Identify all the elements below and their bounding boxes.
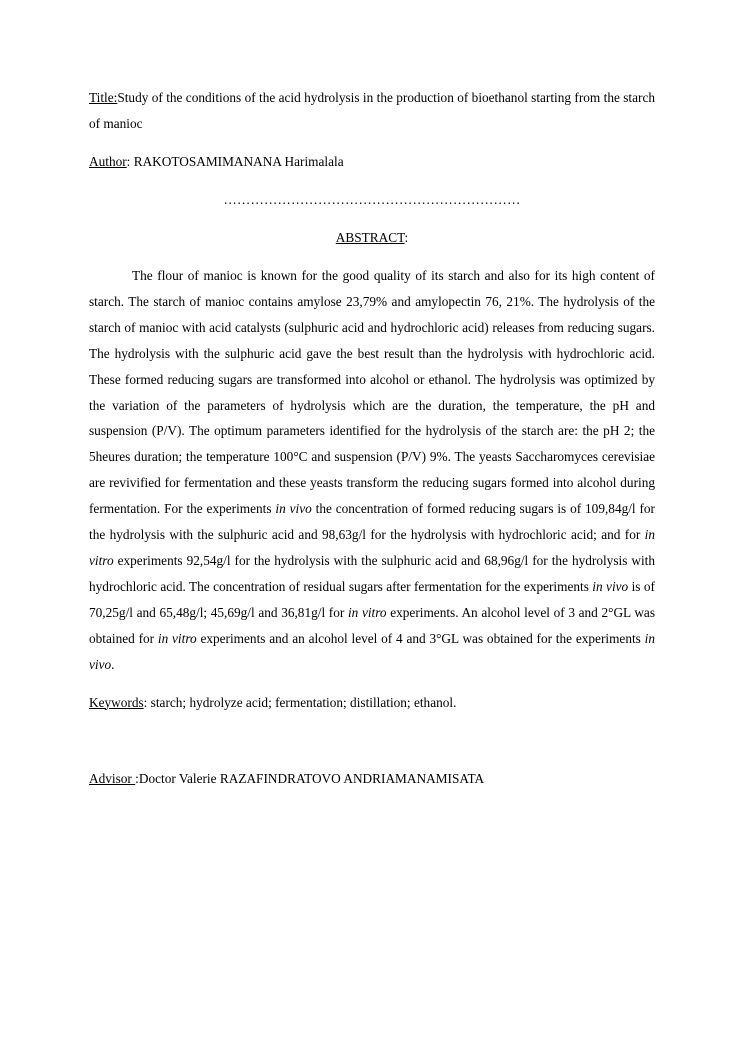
title-text: Study of the conditions of the acid hydrolysis in the production of bioethanol starting from the starch of manioc	[89, 90, 655, 131]
abstract-italic-in-vivo: in vivo	[592, 578, 629, 594]
abstract-italic-in-vitro: in vitro	[157, 630, 197, 646]
abstract-text: the concentration of formed reducing sugars is of 109,84g/l for the hydrolysis with the sulphuric acid and 98,63g/l for the hydrolysis with hydrochloric acid; and for	[89, 501, 655, 543]
advisor-text: :Doctor Valerie RAZAFINDRATOVO ANDRIAMANAMISATA	[135, 770, 485, 786]
advisor-line	[89, 766, 655, 792]
author-name: RAKOTOSAMIMANANA Harimalala	[133, 154, 344, 169]
abstract-heading-label: ABSTRACT	[335, 230, 405, 245]
author-label: Author	[89, 154, 127, 169]
abstract-italic-in-vivo: in vivo	[275, 501, 312, 517]
abstract-text: experiments and an alcohol level of 4 and 3°GL was obtained for the experiments	[196, 630, 645, 646]
author-separator: :	[126, 154, 134, 169]
dotted-separator: …………………………………………………………	[223, 192, 521, 207]
document-page	[89, 85, 655, 792]
keywords-text: : starch; hydrolyze acid; fermentation; distillation; ethanol.	[143, 694, 457, 710]
abstract-text: experiments. An alcohol level of 3 and 2°GL was obtained for	[89, 604, 656, 646]
author-line	[89, 149, 655, 175]
keywords-label: Keywords	[89, 694, 144, 710]
abstract-text: The flour of manioc is known for the good quality of its starch and also for its high content of starch. The starch of manioc contains amylose 23,79% and amylopectin 76, 21%. The hydrolysis of the starch of manioc with acid catalysts (sulphuric acid and hydrochloric acid) releases from reducing sugars. The hydrolysis with the sulphuric acid gave the best result than the hydrolysis with hydrochloric acid. These formed reducing sugars are transformed into alcohol or ethanol. The hydrolysis was optimized by the variation of the parameters of hydrolysis which are the duration, the temperature, the pH and suspension (P/V). The optimum parameters identified for the hydrolysis of the starch are: the pH 2; the 5heures duration; the temperature 100°C and suspension (P/V) 9%. The yeasts Saccharomyces cerevisiae are revivified for fermentation and these yeasts transform the reducing sugars formed into alcohol during fermentation. For the experiments	[89, 268, 655, 517]
keywords-line	[89, 690, 655, 716]
abstract-heading	[89, 225, 655, 251]
abstract-text: experiments 92,54g/l for the hydrolysis with the sulphuric acid and 68,96g/l for the hydrolysis with hydrochloric acid. The concentration of residual sugars after fermentation for the experiments	[89, 552, 655, 594]
abstract-italic-in-vitro: in vitro	[347, 604, 387, 620]
title-label: Title:	[89, 90, 118, 105]
abstract-italic-in-vivo: in vivo	[89, 630, 655, 672]
title-line	[89, 85, 655, 137]
advisor-label: Advisor	[89, 770, 136, 786]
abstract-text: .	[111, 656, 115, 672]
abstract-text: is of 70,25g/l and 65,48g/l; 45,69g/l and 36,81g/l for	[89, 578, 655, 620]
abstract-heading-colon: :	[404, 230, 409, 245]
abstract-body	[89, 263, 655, 678]
abstract-italic-in-vitro: in vitro	[89, 527, 655, 568]
